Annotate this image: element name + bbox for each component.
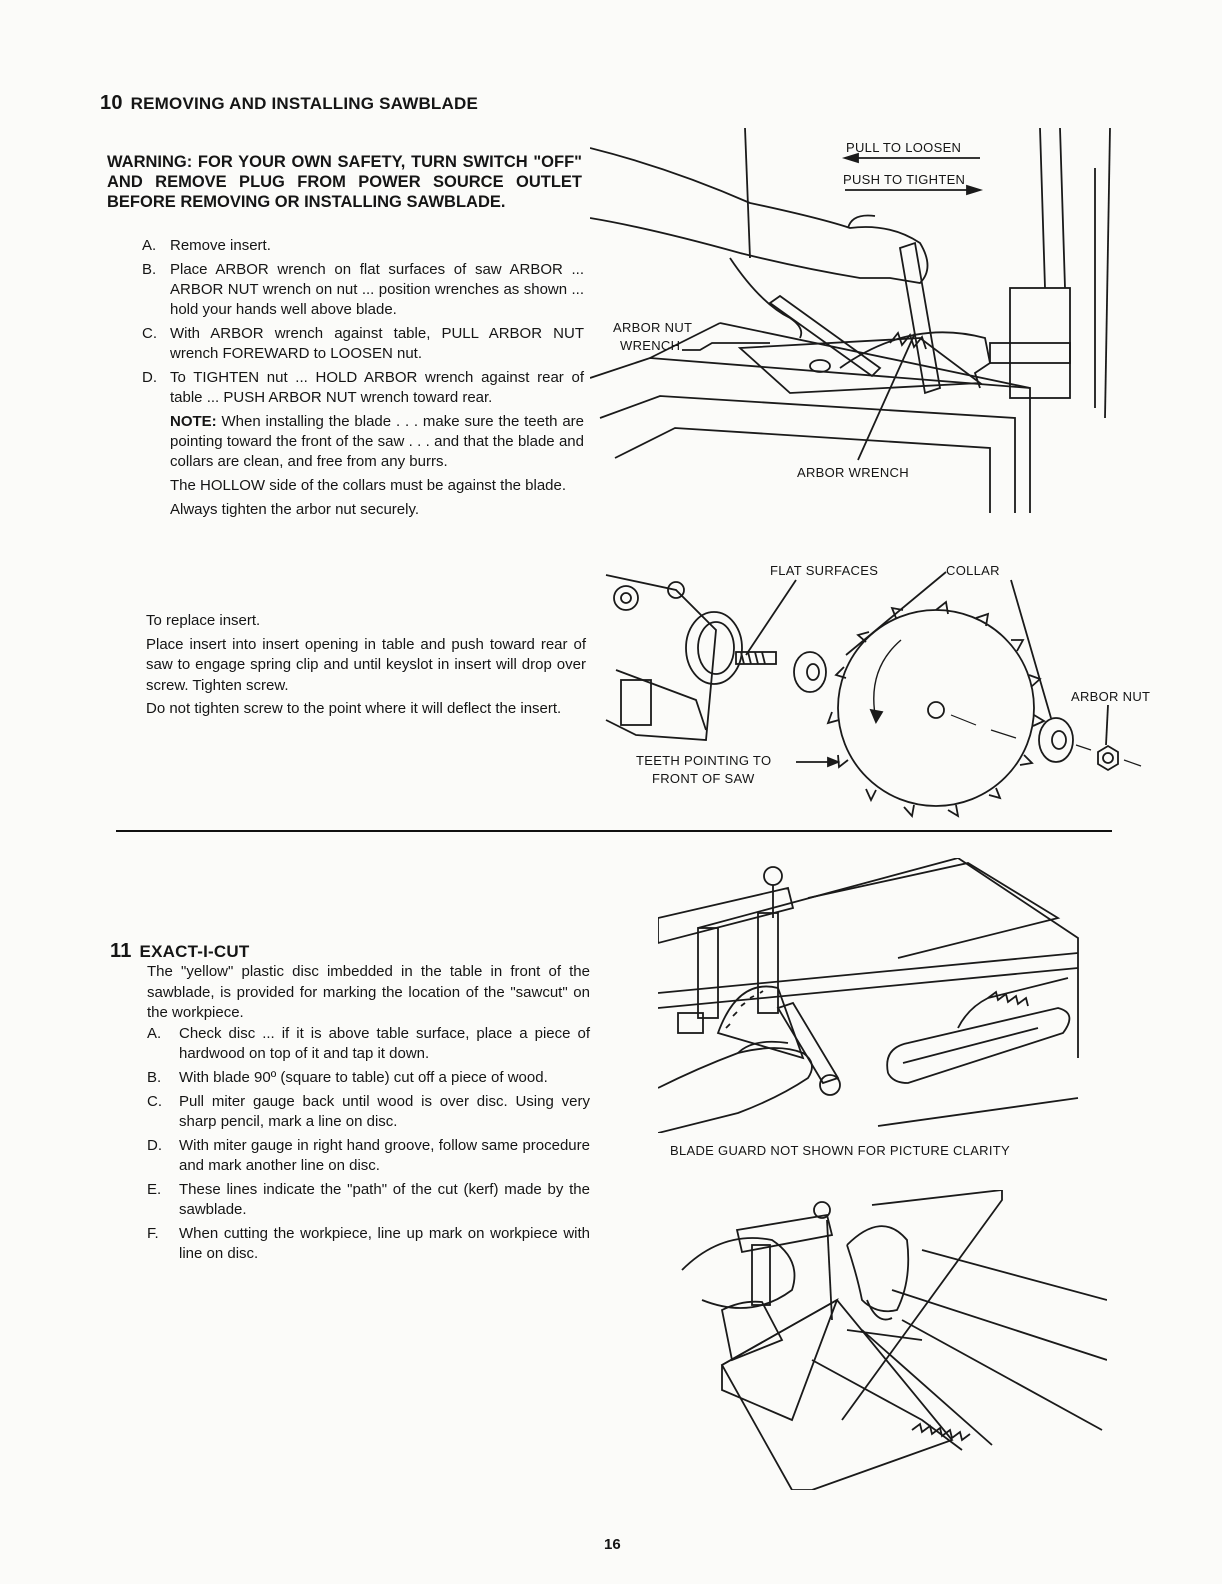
marking-workpiece-illustration	[662, 1190, 1107, 1490]
section-11-number: 11	[110, 940, 132, 962]
exact-i-cut-intro: The "yellow" plastic disc imbedded in the table in front of the sawblade, is provided for marking the location of the "sawcut" on the workpiece.	[147, 963, 590, 1021]
push-to-tighten-label: PUSH TO TIGHTEN	[843, 172, 966, 187]
step-e: E. These lines indicate the "path" of the cut (kerf) made by the sawblade.	[147, 1181, 590, 1218]
collar-label: COLLAR	[946, 563, 1000, 578]
blade-guard-caption: BLADE GUARD NOT SHOWN FOR PICTURE CLARITY	[670, 1143, 1010, 1158]
miter-gauge-illustration	[658, 858, 1083, 1133]
section-11-title: EXACT-I-CUT	[139, 942, 250, 961]
tighten-note: Always tighten the arbor nut securely.	[170, 501, 420, 518]
arbor-wrench-label: ARBOR WRENCH	[797, 465, 909, 480]
note-block	[142, 412, 584, 472]
section-10-steps	[142, 236, 584, 520]
step-b: B. Place ARBOR wrench on flat surfaces of saw ARBOR ... ARBOR NUT wrench on nut ... position wrenches as shown ... hold your hands well above blade.	[142, 261, 584, 318]
section-divider	[116, 830, 1112, 832]
replace-insert-heading: To replace insert.	[146, 612, 261, 629]
arbor-nut-wrench-label-line2: WRENCH	[620, 338, 681, 353]
pull-to-loosen-label: PULL TO LOOSEN	[846, 140, 962, 155]
teeth-pointing-label-line1: TEETH POINTING TO	[636, 753, 772, 768]
step-b: B. With blade 90º (square to table) cut off a piece of wood.	[147, 1069, 548, 1086]
flat-surfaces-label: FLAT SURFACES	[770, 563, 879, 578]
hollow-note: The HOLLOW side of the collars must be against the blade.	[170, 477, 567, 494]
teeth-pointing-label-line2: FRONT OF SAW	[652, 771, 755, 786]
section-10-number: 10	[100, 92, 123, 114]
step-d: D. With miter gauge in right hand groove, follow same procedure and mark another line on disc.	[147, 1137, 590, 1174]
section-11-heading	[110, 940, 249, 963]
note-text: When installing the blade . . . make sure the teeth are pointing toward the front of the saw . . . and that the blade and collars are clean, and free from any burrs.	[170, 413, 585, 470]
arbor-nut-wrench-label-line1: ARBOR NUT	[613, 320, 693, 335]
section-10-heading	[100, 92, 478, 115]
deflect-warning: Do not tighten screw to the point where it will deflect the insert.	[146, 700, 562, 717]
section-11-steps	[147, 1024, 590, 1264]
arbor-nut-label: ARBOR NUT	[1071, 689, 1151, 704]
safety-warning: WARNING: FOR YOUR OWN SAFETY, TURN SWITCH "OFF" AND REMOVE PLUG FROM POWER SOURCE OUTLET BEFORE REMOVING OR INSTALLING SAWBLADE.	[107, 153, 582, 211]
replace-insert-text: Place insert into insert opening in table and push toward rear of saw to engage spring clip and until keyslot in insert will drop over screw. Tighten screw.	[146, 635, 586, 694]
note-label: NOTE:	[170, 413, 217, 430]
step-d: D. To TIGHTEN nut ... HOLD ARBOR wrench against rear of table ... PUSH ARBOR NUT wrench toward rear.	[142, 369, 584, 406]
section-10-title: REMOVING AND INSTALLING SAWBLADE	[130, 94, 478, 113]
replace-insert-block	[146, 611, 586, 720]
step-f: F. When cutting the workpiece, line up mark on workpiece with line on disc.	[147, 1225, 590, 1262]
step-c: C. Pull miter gauge back until wood is over disc. Using very sharp pencil, mark a line on disc.	[147, 1093, 590, 1130]
step-a: A. Remove insert.	[142, 237, 271, 254]
step-c: C. With ARBOR wrench against table, PULL ARBOR NUT wrench FOREWARD to LOOSEN nut.	[142, 325, 584, 362]
step-a: A. Check disc ... if it is above table surface, place a piece of hardwood on top of it and tap it down.	[147, 1025, 590, 1062]
page-number: 16	[604, 1536, 621, 1553]
